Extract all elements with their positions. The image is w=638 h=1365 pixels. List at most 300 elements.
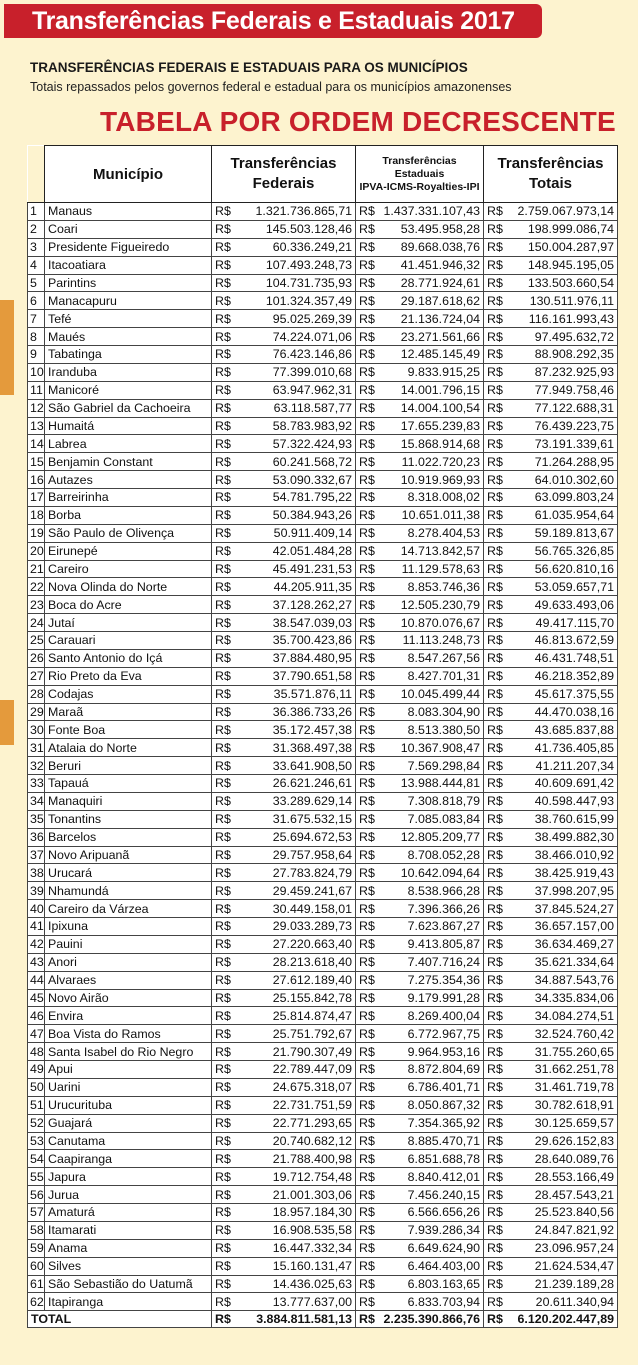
currency-label: R$ — [484, 596, 505, 614]
municipio-name: Anori — [45, 953, 212, 971]
federais-value: 26.621.246,61 — [233, 775, 356, 793]
federais-value: 28.213.618,40 — [233, 953, 356, 971]
currency-label: R$ — [484, 775, 505, 793]
row-number: 55 — [28, 1168, 45, 1186]
federais-value: 107.493.248,73 — [233, 256, 356, 274]
municipio-name: Tabatinga — [45, 346, 212, 364]
row-number: 58 — [28, 1221, 45, 1239]
totais-value: 63.099.803,24 — [505, 489, 618, 507]
currency-label: R$ — [484, 489, 505, 507]
currency-label: R$ — [484, 542, 505, 560]
table-row — [28, 1078, 618, 1096]
row-number: 59 — [28, 1239, 45, 1257]
federais-value: 21.788.400,98 — [233, 1150, 356, 1168]
table-row — [28, 685, 618, 703]
currency-label: R$ — [356, 292, 377, 310]
totais-value: 36.634.469,27 — [505, 935, 618, 953]
currency-label: R$ — [212, 882, 233, 900]
totais-value: 56.765.326,85 — [505, 542, 618, 560]
estaduais-value: 11.113.248,73 — [377, 632, 484, 650]
currency-label: R$ — [356, 1186, 377, 1204]
federais-value: 31.675.532,15 — [233, 810, 356, 828]
estaduais-value: 89.668.038,76 — [377, 238, 484, 256]
currency-label: R$ — [484, 721, 505, 739]
table-row — [28, 524, 618, 542]
row-number: 24 — [28, 614, 45, 632]
currency-label: R$ — [484, 560, 505, 578]
currency-label: R$ — [356, 1043, 377, 1061]
totais-value: 150.004.287,97 — [505, 238, 618, 256]
federais-value: 29.459.241,67 — [233, 882, 356, 900]
municipio-name: Apui — [45, 1061, 212, 1079]
currency-label: R$ — [356, 560, 377, 578]
currency-label: R$ — [356, 1293, 377, 1311]
row-number: 33 — [28, 775, 45, 793]
totais-value: 38.760.615,99 — [505, 810, 618, 828]
federais-value: 20.740.682,12 — [233, 1132, 356, 1150]
totais-value: 44.470.038,16 — [505, 703, 618, 721]
currency-label: R$ — [212, 524, 233, 542]
estaduais-value: 14.001.796,15 — [377, 381, 484, 399]
federais-value: 16.908.535,58 — [233, 1221, 356, 1239]
table-row — [28, 703, 618, 721]
currency-label: R$ — [212, 417, 233, 435]
currency-label: R$ — [356, 1007, 377, 1025]
row-number: 34 — [28, 792, 45, 810]
table-order-title: TABELA POR ORDEM DECRESCENTE — [100, 106, 616, 137]
estaduais-value: 8.853.746,36 — [377, 578, 484, 596]
currency-label: R$ — [212, 721, 233, 739]
federais-value: 35.571.876,11 — [233, 685, 356, 703]
totais-value: 29.626.152,83 — [505, 1132, 618, 1150]
currency-label: R$ — [212, 1061, 233, 1079]
municipio-name: Labrea — [45, 435, 212, 453]
currency-label: R$ — [484, 649, 505, 667]
currency-label: R$ — [484, 918, 505, 936]
row-number: 13 — [28, 417, 45, 435]
table-row — [28, 1257, 618, 1275]
currency-label: R$ — [484, 1168, 505, 1186]
estaduais-value: 8.513.380,50 — [377, 721, 484, 739]
row-number: 44 — [28, 971, 45, 989]
currency-label: R$ — [484, 203, 505, 221]
currency-label: R$ — [484, 828, 505, 846]
municipio-name: Jutaí — [45, 614, 212, 632]
currency-label: R$ — [356, 453, 377, 471]
municipio-name: Itamarati — [45, 1221, 212, 1239]
estaduais-value: 14.004.100,54 — [377, 399, 484, 417]
currency-label: R$ — [356, 1096, 377, 1114]
header-federais — [212, 146, 356, 203]
header-estaduais-line3: IPVA-ICMS-Royalties-IPI — [359, 180, 480, 193]
row-number: 45 — [28, 989, 45, 1007]
currency-label: R$ — [212, 775, 233, 793]
federais-value: 35.172.457,38 — [233, 721, 356, 739]
currency-label: R$ — [484, 417, 505, 435]
totais-value: 35.621.334,64 — [505, 953, 618, 971]
totais-value: 41.736.405,85 — [505, 739, 618, 757]
currency-label: R$ — [484, 310, 505, 328]
municipio-name: Novo Airão — [45, 989, 212, 1007]
table-row — [28, 918, 618, 936]
currency-label: R$ — [484, 989, 505, 1007]
totais-value: 34.084.274,51 — [505, 1007, 618, 1025]
currency-label: R$ — [356, 1239, 377, 1257]
row-number: 23 — [28, 596, 45, 614]
municipio-name: Maraã — [45, 703, 212, 721]
federais-value: 30.449.158,01 — [233, 900, 356, 918]
currency-label: R$ — [212, 435, 233, 453]
totais-value: 32.524.760,42 — [505, 1025, 618, 1043]
currency-label: R$ — [484, 1061, 505, 1079]
totais-value: 36.657.157,00 — [505, 918, 618, 936]
table-row — [28, 1043, 618, 1061]
row-number: 30 — [28, 721, 45, 739]
currency-label: R$ — [356, 1204, 377, 1222]
currency-label: R$ — [484, 757, 505, 775]
currency-label: R$ — [356, 596, 377, 614]
currency-label: R$ — [356, 721, 377, 739]
table-row — [28, 632, 618, 650]
totais-value: 28.553.166,49 — [505, 1168, 618, 1186]
federais-value: 18.957.184,30 — [233, 1204, 356, 1222]
estaduais-value: 23.271.561,66 — [377, 328, 484, 346]
currency-label: R$ — [212, 220, 233, 238]
table-row — [28, 1025, 618, 1043]
totais-value: 77.949.758,46 — [505, 381, 618, 399]
currency-label: R$ — [212, 685, 233, 703]
table-row — [28, 238, 618, 256]
currency-label: R$ — [484, 971, 505, 989]
federais-value: 25.155.842,78 — [233, 989, 356, 1007]
totais-value: 45.617.375,55 — [505, 685, 618, 703]
row-number: 31 — [28, 739, 45, 757]
currency-label: R$ — [356, 953, 377, 971]
municipio-name: Humaitá — [45, 417, 212, 435]
row-number: 21 — [28, 560, 45, 578]
currency-label: R$ — [484, 471, 505, 489]
totais-value: 40.598.447,93 — [505, 792, 618, 810]
federais-value: 19.712.754,48 — [233, 1168, 356, 1186]
estaduais-value: 8.538.966,28 — [377, 882, 484, 900]
row-number: 52 — [28, 1114, 45, 1132]
municipio-name: Itacoatiara — [45, 256, 212, 274]
currency-label: R$ — [356, 256, 377, 274]
municipio-name: Japura — [45, 1168, 212, 1186]
municipio-name: Santo Antonio do Içá — [45, 649, 212, 667]
table-row — [28, 578, 618, 596]
municipio-name: Manaquiri — [45, 792, 212, 810]
municipio-name: Presidente Figueiredo — [45, 238, 212, 256]
currency-label: R$ — [212, 864, 233, 882]
currency-label: R$ — [212, 578, 233, 596]
estaduais-value: 12.805.209,77 — [377, 828, 484, 846]
estaduais-value: 6.833.703,94 — [377, 1293, 484, 1311]
currency-label: R$ — [212, 1311, 233, 1328]
currency-label: R$ — [212, 1007, 233, 1025]
currency-label: R$ — [212, 792, 233, 810]
currency-label: R$ — [356, 703, 377, 721]
federais-value: 1.321.736.865,71 — [233, 203, 356, 221]
estaduais-value: 7.308.818,79 — [377, 792, 484, 810]
totais-value: 31.461.719,78 — [505, 1078, 618, 1096]
totais-value: 87.232.925,93 — [505, 363, 618, 381]
table-row — [28, 900, 618, 918]
estaduais-value: 6.786.401,71 — [377, 1078, 484, 1096]
totais-value: 38.499.882,30 — [505, 828, 618, 846]
row-number: 7 — [28, 310, 45, 328]
municipio-name: Barcelos — [45, 828, 212, 846]
row-number: 42 — [28, 935, 45, 953]
table-row — [28, 542, 618, 560]
totais-value: 49.633.493,06 — [505, 596, 618, 614]
currency-label: R$ — [356, 471, 377, 489]
row-number: 27 — [28, 667, 45, 685]
table-row — [28, 417, 618, 435]
total-totais: 6.120.202.447,89 — [505, 1311, 618, 1328]
total-estaduais: 2.235.390.866,76 — [377, 1311, 484, 1328]
totais-value: 31.662.251,78 — [505, 1061, 618, 1079]
currency-label: R$ — [484, 1275, 505, 1293]
federais-value: 31.368.497,38 — [233, 739, 356, 757]
estaduais-value: 8.872.804,69 — [377, 1061, 484, 1079]
estaduais-value: 10.367.908,47 — [377, 739, 484, 757]
municipio-name: Canutama — [45, 1132, 212, 1150]
table-row — [28, 1275, 618, 1293]
municipio-name: Silves — [45, 1257, 212, 1275]
currency-label: R$ — [356, 792, 377, 810]
municipio-name: Anama — [45, 1239, 212, 1257]
table-row — [28, 560, 618, 578]
table-row — [28, 292, 618, 310]
currency-label: R$ — [484, 363, 505, 381]
currency-label: R$ — [212, 757, 233, 775]
currency-label: R$ — [212, 542, 233, 560]
federais-value: 25.694.672,53 — [233, 828, 356, 846]
row-number: 5 — [28, 274, 45, 292]
municipio-name: Coari — [45, 220, 212, 238]
totais-value: 34.335.834,06 — [505, 989, 618, 1007]
currency-label: R$ — [484, 864, 505, 882]
currency-label: R$ — [484, 220, 505, 238]
totais-value: 23.096.957,24 — [505, 1239, 618, 1257]
currency-label: R$ — [484, 256, 505, 274]
row-number: 18 — [28, 506, 45, 524]
currency-label: R$ — [212, 614, 233, 632]
totais-value: 71.264.288,95 — [505, 453, 618, 471]
table-row — [28, 1007, 618, 1025]
municipio-name: Careiro da Várzea — [45, 900, 212, 918]
currency-label: R$ — [356, 775, 377, 793]
currency-label: R$ — [356, 649, 377, 667]
currency-label: R$ — [212, 1186, 233, 1204]
row-number: 25 — [28, 632, 45, 650]
municipio-name: Parintins — [45, 274, 212, 292]
header-federais-line2: Federais — [252, 175, 315, 192]
currency-label: R$ — [212, 506, 233, 524]
estaduais-value: 8.885.470,71 — [377, 1132, 484, 1150]
currency-label: R$ — [484, 1114, 505, 1132]
totais-value: 40.609.691,42 — [505, 775, 618, 793]
totais-value: 77.122.688,31 — [505, 399, 618, 417]
totais-value: 25.523.840,56 — [505, 1204, 618, 1222]
municipio-name: Barreirinha — [45, 489, 212, 507]
estaduais-value: 10.919.969,93 — [377, 471, 484, 489]
currency-label: R$ — [212, 346, 233, 364]
header-totais — [484, 146, 618, 203]
currency-label: R$ — [356, 1275, 377, 1293]
table-row — [28, 274, 618, 292]
totais-value: 2.759.067.973,14 — [505, 203, 618, 221]
row-number: 40 — [28, 900, 45, 918]
currency-label: R$ — [484, 810, 505, 828]
federais-value: 54.781.795,22 — [233, 489, 356, 507]
currency-label: R$ — [356, 810, 377, 828]
estaduais-value: 6.851.688,78 — [377, 1150, 484, 1168]
row-number: 1 — [28, 203, 45, 221]
currency-label: R$ — [484, 1221, 505, 1239]
currency-label: R$ — [356, 864, 377, 882]
estaduais-value: 8.547.267,56 — [377, 649, 484, 667]
row-number: 38 — [28, 864, 45, 882]
municipio-name: Tefé — [45, 310, 212, 328]
currency-label: R$ — [356, 1311, 377, 1328]
table-row — [28, 220, 618, 238]
totais-value: 198.999.086,74 — [505, 220, 618, 238]
currency-label: R$ — [484, 1239, 505, 1257]
municipio-name: Codajas — [45, 685, 212, 703]
municipio-name: Manicoré — [45, 381, 212, 399]
estaduais-value: 12.485.145,49 — [377, 346, 484, 364]
table-row — [28, 453, 618, 471]
federais-value: 21.790.307,49 — [233, 1043, 356, 1061]
estaduais-value: 9.179.991,28 — [377, 989, 484, 1007]
currency-label: R$ — [356, 1257, 377, 1275]
totais-value: 56.620.810,16 — [505, 560, 618, 578]
estaduais-value: 7.396.366,26 — [377, 900, 484, 918]
estaduais-value: 10.045.499,44 — [377, 685, 484, 703]
row-number: 51 — [28, 1096, 45, 1114]
row-number: 17 — [28, 489, 45, 507]
estaduais-value: 7.407.716,24 — [377, 953, 484, 971]
currency-label: R$ — [484, 632, 505, 650]
totais-value: 46.813.672,59 — [505, 632, 618, 650]
currency-label: R$ — [212, 1096, 233, 1114]
currency-label: R$ — [212, 989, 233, 1007]
municipio-name: Urucará — [45, 864, 212, 882]
row-number: 48 — [28, 1043, 45, 1061]
federais-value: 42.051.484,28 — [233, 542, 356, 560]
estaduais-value: 8.427.701,31 — [377, 667, 484, 685]
currency-label: R$ — [212, 1132, 233, 1150]
currency-label: R$ — [212, 453, 233, 471]
estaduais-value: 17.655.239,83 — [377, 417, 484, 435]
row-number: 26 — [28, 649, 45, 667]
totais-value: 31.755.260,65 — [505, 1043, 618, 1061]
row-number: 9 — [28, 346, 45, 364]
table-row — [28, 203, 618, 221]
currency-label: R$ — [484, 953, 505, 971]
table-row — [28, 328, 618, 346]
currency-label: R$ — [484, 1204, 505, 1222]
currency-label: R$ — [212, 1114, 233, 1132]
federais-value: 37.128.262,27 — [233, 596, 356, 614]
currency-label: R$ — [212, 1043, 233, 1061]
totais-value: 88.908.292,35 — [505, 346, 618, 364]
currency-label: R$ — [484, 667, 505, 685]
estaduais-value: 21.136.724,04 — [377, 310, 484, 328]
estaduais-value: 7.354.365,92 — [377, 1114, 484, 1132]
federais-value: 25.814.874,47 — [233, 1007, 356, 1025]
header-totais-line2: Totais — [528, 175, 573, 192]
table-row — [28, 739, 618, 757]
currency-label: R$ — [484, 1311, 505, 1328]
currency-label: R$ — [356, 238, 377, 256]
municipio-name: Alvaraes — [45, 971, 212, 989]
estaduais-value: 10.651.011,38 — [377, 506, 484, 524]
currency-label: R$ — [356, 632, 377, 650]
row-number: 53 — [28, 1132, 45, 1150]
currency-label: R$ — [212, 703, 233, 721]
table-row — [28, 1204, 618, 1222]
currency-label: R$ — [212, 256, 233, 274]
federais-value: 38.547.039,03 — [233, 614, 356, 632]
federais-value: 29.033.289,73 — [233, 918, 356, 936]
totais-value: 73.191.339,61 — [505, 435, 618, 453]
federais-value: 14.436.025,63 — [233, 1275, 356, 1293]
currency-label: R$ — [356, 524, 377, 542]
row-number: 15 — [28, 453, 45, 471]
header-municipio: Município — [45, 146, 212, 203]
transfers-table — [27, 145, 618, 1328]
row-number: 19 — [28, 524, 45, 542]
totais-value: 37.845.524,27 — [505, 900, 618, 918]
table-row — [28, 506, 618, 524]
currency-label: R$ — [356, 578, 377, 596]
estaduais-value: 8.269.400,04 — [377, 1007, 484, 1025]
federais-value: 53.090.332,67 — [233, 471, 356, 489]
federais-value: 44.205.911,35 — [233, 578, 356, 596]
totais-value: 21.239.189,28 — [505, 1275, 618, 1293]
currency-label: R$ — [356, 274, 377, 292]
estaduais-value: 12.505.230,79 — [377, 596, 484, 614]
federais-value: 35.700.423,86 — [233, 632, 356, 650]
total-federais: 3.884.811.581,13 — [233, 1311, 356, 1328]
municipio-name: Boa Vista do Ramos — [45, 1025, 212, 1043]
estaduais-value: 6.772.967,75 — [377, 1025, 484, 1043]
currency-label: R$ — [484, 274, 505, 292]
currency-label: R$ — [212, 1257, 233, 1275]
header-federais-line1: Transferências — [230, 155, 337, 172]
totais-value: 30.125.659,57 — [505, 1114, 618, 1132]
federais-value: 27.783.824,79 — [233, 864, 356, 882]
row-number: 61 — [28, 1275, 45, 1293]
totais-value: 41.211.207,34 — [505, 757, 618, 775]
municipio-name: Fonte Boa — [45, 721, 212, 739]
currency-label: R$ — [212, 918, 233, 936]
federais-value: 37.790.651,58 — [233, 667, 356, 685]
municipio-name: Nova Olinda do Norte — [45, 578, 212, 596]
municipio-name: Eirunepé — [45, 542, 212, 560]
table-row — [28, 1061, 618, 1079]
currency-label: R$ — [212, 1239, 233, 1257]
currency-label: R$ — [356, 363, 377, 381]
currency-label: R$ — [212, 328, 233, 346]
municipio-name: Itapiranga — [45, 1293, 212, 1311]
municipio-name: Iranduba — [45, 363, 212, 381]
table-row — [28, 399, 618, 417]
row-number: 32 — [28, 757, 45, 775]
